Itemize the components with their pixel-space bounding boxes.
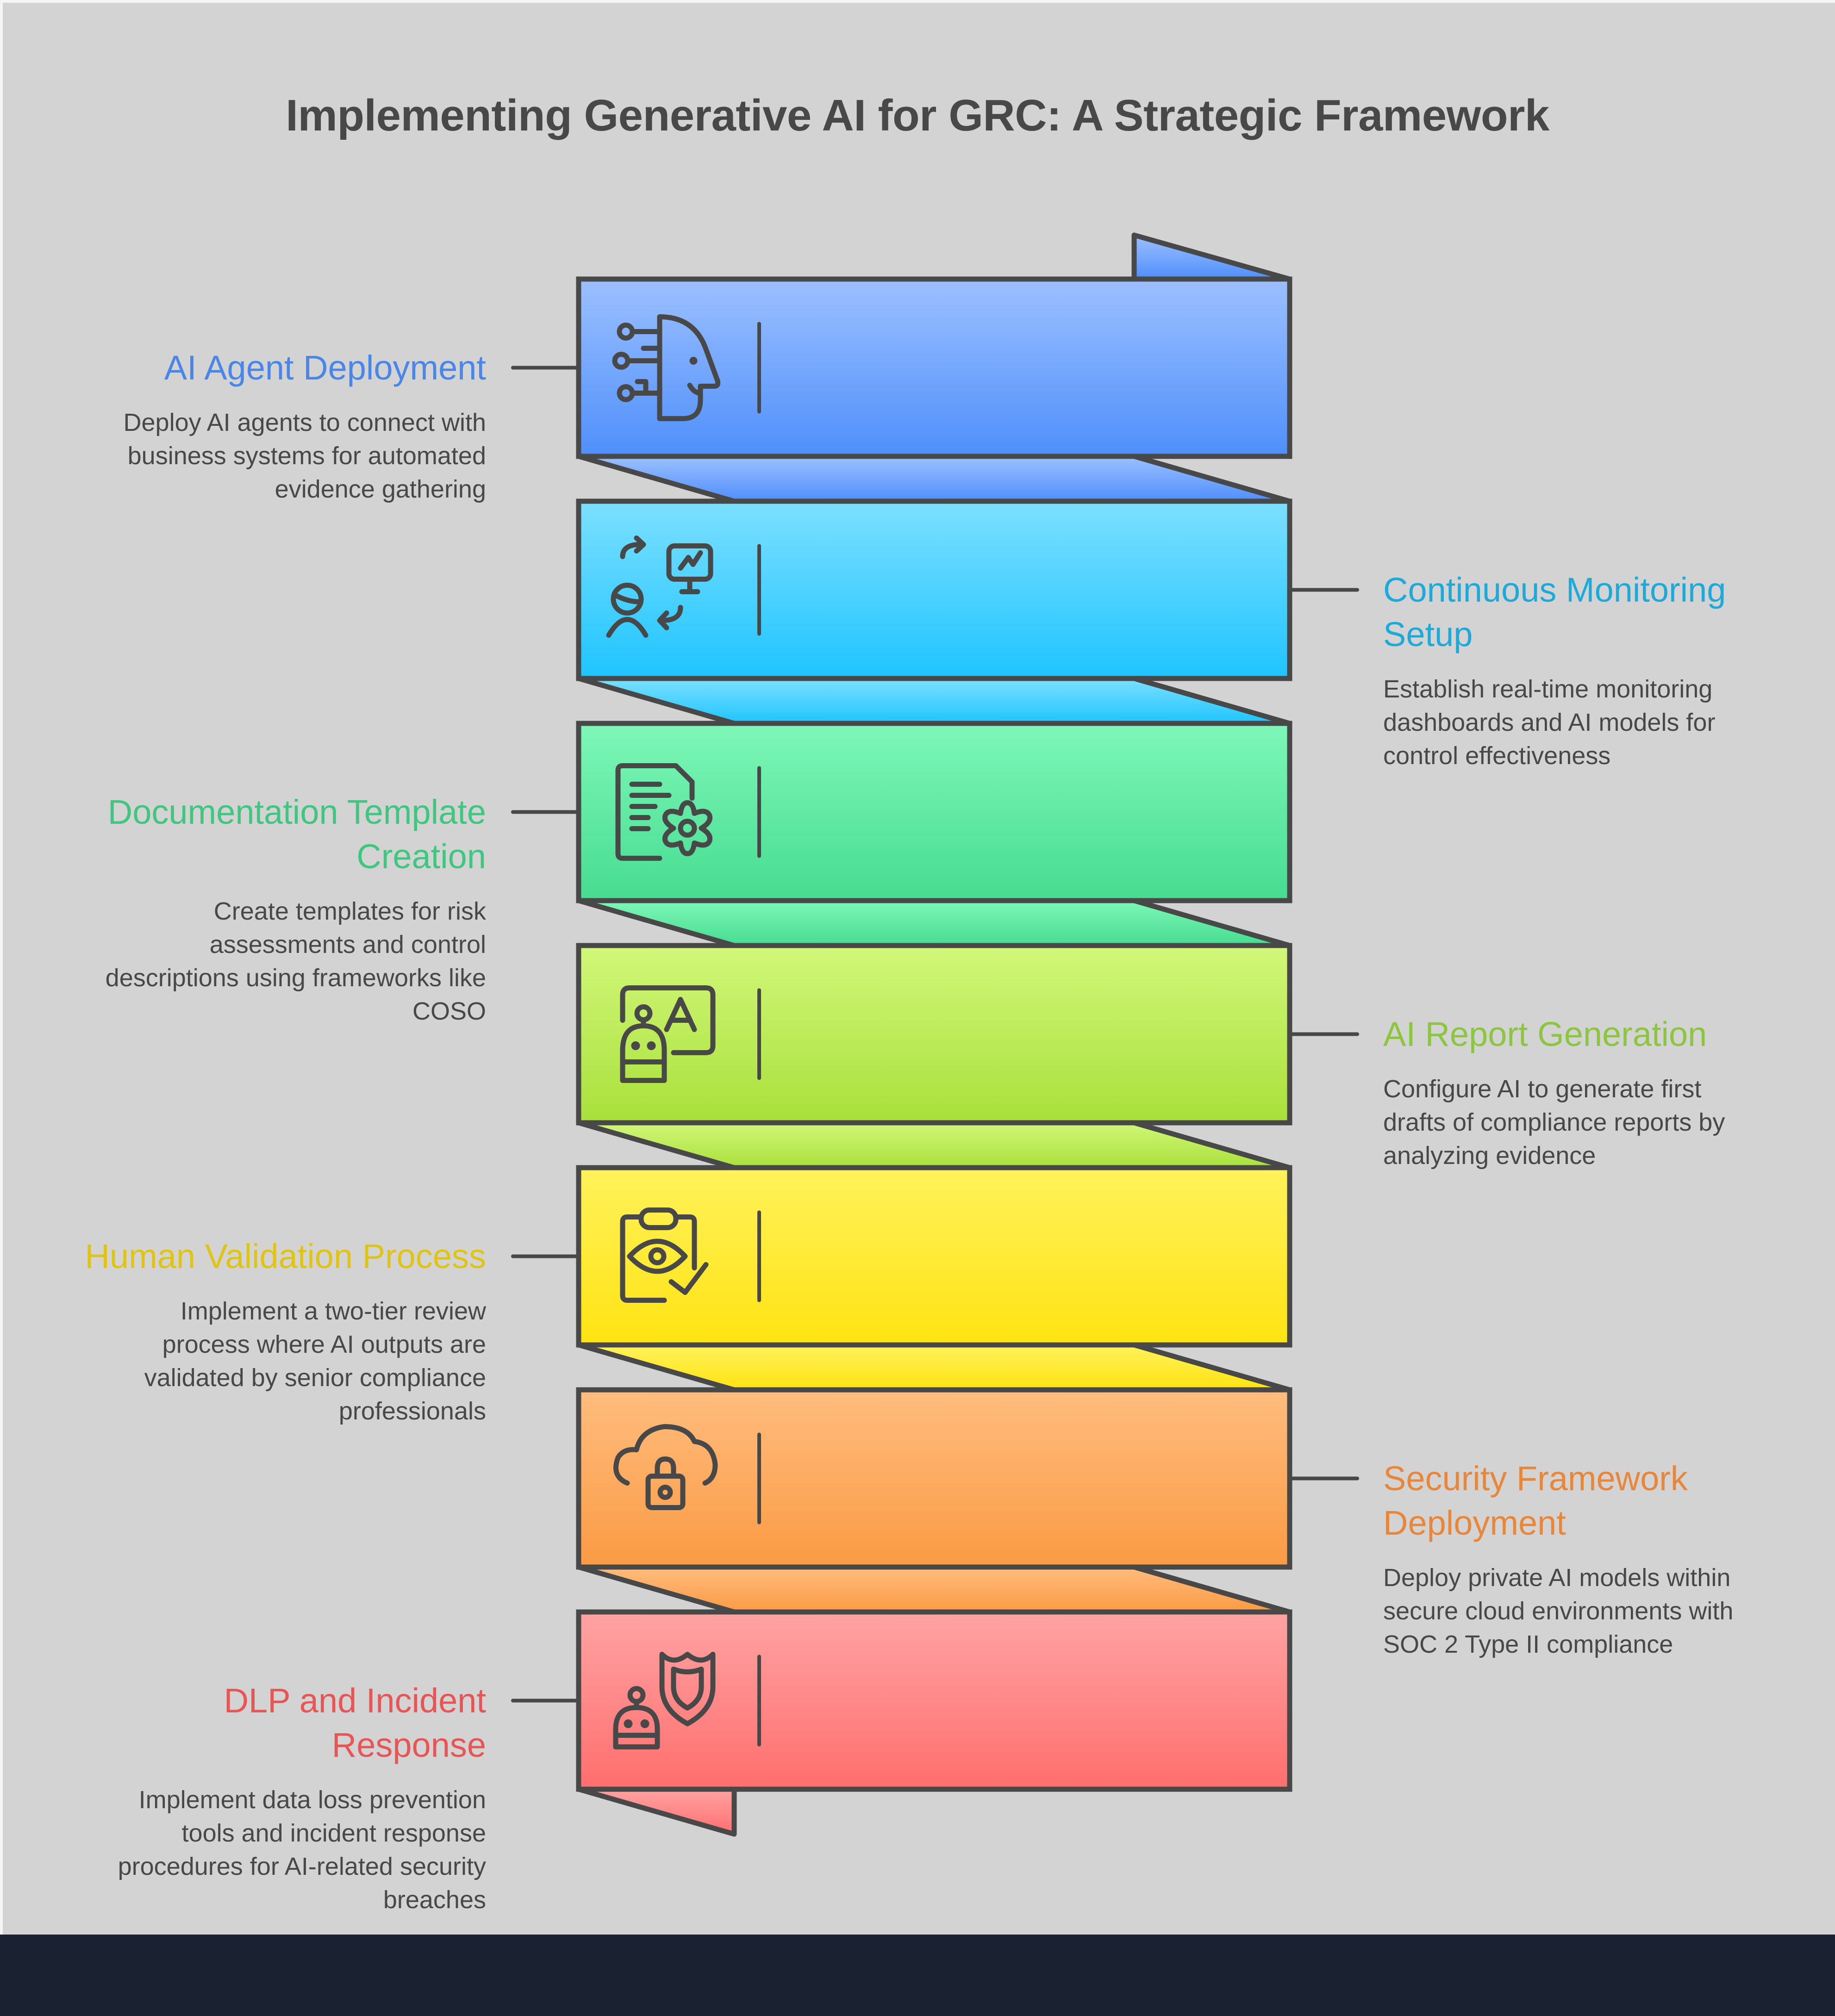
step-description-line: Implement a two-tier review: [180, 1297, 486, 1325]
step-title-line: Continuous Monitoring: [1383, 570, 1726, 609]
step-title-6: [1383, 1456, 1828, 1545]
step-title-line: Security Framework: [1383, 1459, 1688, 1498]
step-description-line: dashboards and AI models for: [1383, 708, 1716, 736]
step-description-line: Implement data loss prevention: [138, 1786, 486, 1814]
step-description-line: tools and incident response: [181, 1819, 486, 1847]
step-band-4: [579, 946, 1290, 1123]
step-title-line: Documentation Template: [107, 792, 486, 831]
step-title-line: Setup: [1383, 615, 1473, 653]
step-title-line: DLP and Incident: [224, 1681, 486, 1720]
step-description-line: SOC 2 Type II compliance: [1383, 1630, 1673, 1658]
ribbon-fold: [579, 1345, 1290, 1390]
step-description-line: Create templates for risk: [213, 897, 486, 925]
step-description-3: [23, 895, 486, 1028]
step-description-line: descriptions using frameworks like: [105, 964, 486, 992]
ribbon-top-flap: [1134, 235, 1290, 279]
step-description-2: [1383, 672, 1828, 772]
step-title-line: AI Report Generation: [1383, 1014, 1707, 1053]
step-description-line: analyzing evidence: [1383, 1141, 1596, 1170]
step-description-line: secure cloud environments with: [1383, 1597, 1734, 1625]
ribbon-fold: [579, 1123, 1290, 1168]
step-description-line: business systems for automated: [127, 442, 486, 470]
step-description-line: assessments and control: [209, 930, 486, 958]
ribbon-fold: [579, 1567, 1290, 1612]
step-description-line: professionals: [338, 1397, 486, 1425]
ribbon-fold: [579, 456, 1290, 501]
step-description-1: [23, 406, 486, 506]
step-band-7: [579, 1612, 1290, 1789]
step-title-2: [1383, 568, 1828, 657]
page-title: Implementing Generative AI for GRC: A Strategic Framework: [286, 91, 1549, 140]
step-description-4: [1383, 1072, 1828, 1172]
step-description-line: procedures for AI-related security: [118, 1852, 486, 1880]
step-title-line: Human Validation Process: [85, 1237, 486, 1276]
step-title-line: Response: [331, 1725, 486, 1764]
ribbon-bottom-flap: [579, 1789, 734, 1834]
step-band-6: [579, 1390, 1290, 1567]
step-band-3: [579, 723, 1290, 901]
step-description-7: [23, 1783, 486, 1916]
footer-bar: [0, 1935, 1835, 2016]
step-title-7: [23, 1679, 486, 1767]
step-description-line: drafts of compliance reports by: [1383, 1108, 1725, 1136]
step-title-1: [23, 346, 486, 390]
step-title-line: Deployment: [1383, 1503, 1566, 1542]
step-description-line: Deploy AI agents to connect with: [123, 408, 486, 436]
ribbon-fold: [579, 901, 1290, 946]
step-description-line: evidence gathering: [275, 475, 486, 503]
step-title-line: AI Agent Deployment: [164, 348, 486, 387]
step-band-1: [579, 279, 1290, 456]
step-title-3: [23, 790, 486, 879]
step-description-line: COSO: [412, 997, 486, 1025]
step-title-4: [1383, 1012, 1828, 1057]
step-description-line: Establish real-time monitoring: [1383, 675, 1713, 703]
step-title-line: Creation: [356, 837, 486, 876]
step-description-line: Configure AI to generate first: [1383, 1075, 1702, 1103]
step-description-line: control effectiveness: [1383, 741, 1611, 770]
step-description-line: breaches: [383, 1885, 486, 1914]
step-description-6: [1383, 1561, 1828, 1661]
ribbon-fold: [579, 678, 1290, 723]
step-description-line: validated by senior compliance: [144, 1363, 486, 1392]
step-description-line: Deploy private AI models within: [1383, 1563, 1731, 1592]
step-description-5: [23, 1294, 486, 1428]
step-description-line: process where AI outputs are: [162, 1330, 486, 1358]
step-title-5: [23, 1234, 486, 1279]
